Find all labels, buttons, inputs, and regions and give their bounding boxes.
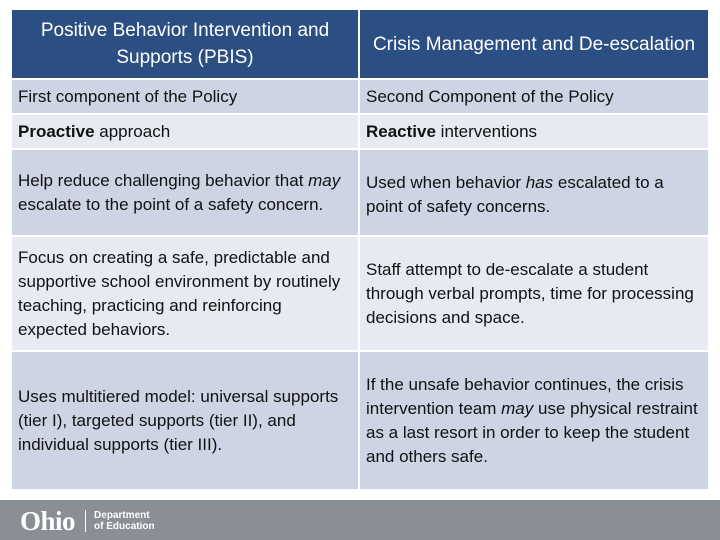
row2-right-cell: Reactive interventions xyxy=(360,115,708,148)
row5-left-cell: Uses multitiered model: universal supports (tier I), targeted supports (tier II), and individual supports (tier III). xyxy=(12,352,358,489)
row3-right-cell: Used when behavior has escalated to a point of safety concerns. xyxy=(360,150,708,235)
header-pbis: Positive Behavior Intervention and Supports (PBIS) xyxy=(12,10,358,78)
logo-subtitle: Department of Education xyxy=(94,510,155,532)
logo-wordmark: Ohio xyxy=(20,505,76,536)
comparison-table xyxy=(12,10,708,489)
row1-right-cell: Second Component of the Policy xyxy=(360,80,708,113)
row4-left-cell: Focus on creating a safe, predictable and supportive school environment by routinely teaching, practicing and reinforcing expected behaviors. xyxy=(12,237,358,350)
header-crisis-management: Crisis Management and De-escalation xyxy=(360,10,708,78)
row5-right-cell: If the unsafe behavior continues, the crisis intervention team may use physical restraint as a last resort in order to keep the student and others safe. xyxy=(360,352,708,489)
row3-left-cell: Help reduce challenging behavior that may escalate to the point of a safety concern. xyxy=(12,150,358,235)
row2-left-cell: Proactive approach xyxy=(12,115,358,148)
row4-right-cell: Staff attempt to de-escalate a student through verbal prompts, time for processing decisions and space. xyxy=(360,237,708,350)
row1-left-cell: First component of the Policy xyxy=(12,80,358,113)
ohio-department-of-education-logo xyxy=(20,507,155,535)
logo-divider xyxy=(85,510,86,532)
